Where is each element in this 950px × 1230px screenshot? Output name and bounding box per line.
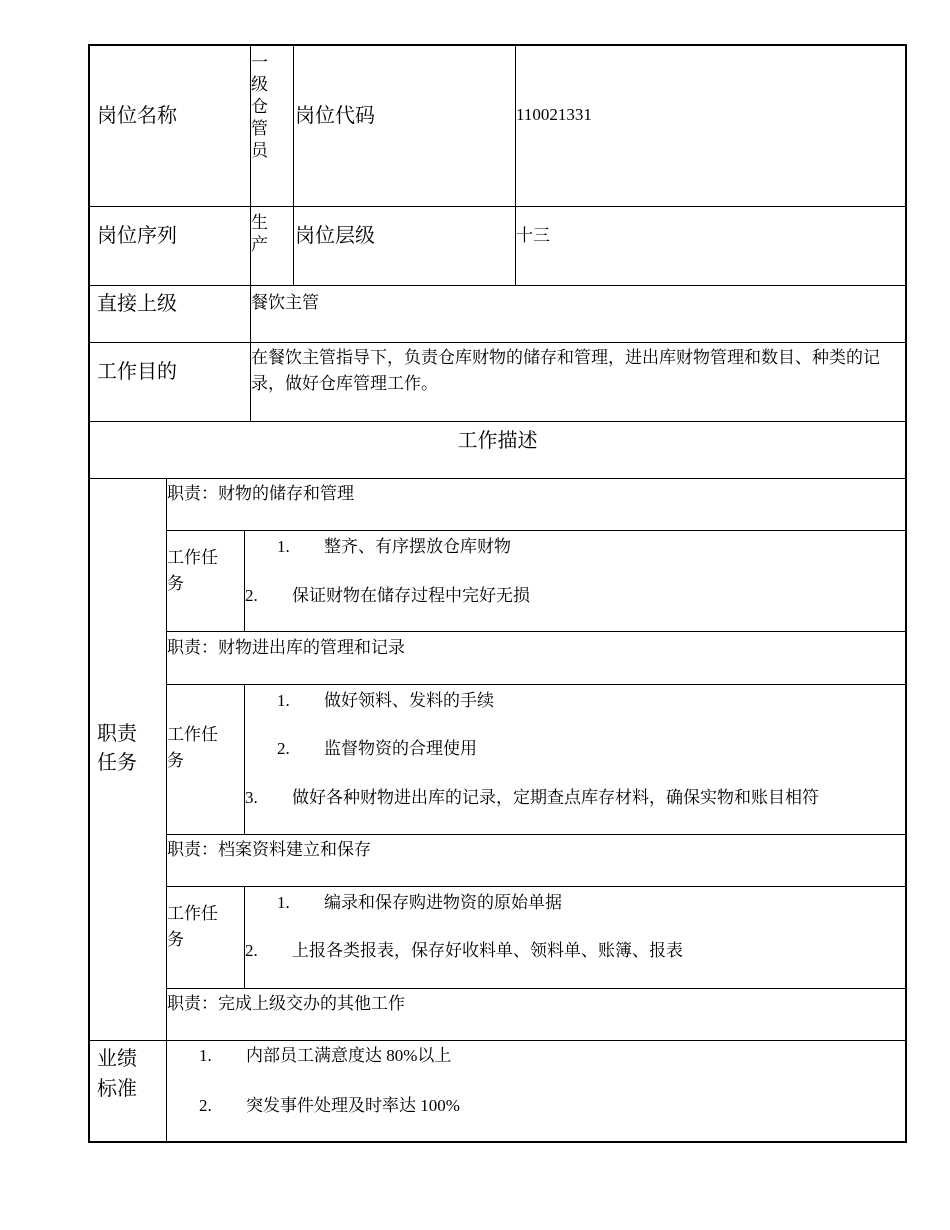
performance-number: 1. [199, 1046, 212, 1065]
post-level-value: 十三 [516, 226, 550, 245]
duty-title: 职责：财物的储存和管理 [167, 484, 354, 503]
purpose-value: 在餐饮主管指导下，负责仓库财物的储存和管理，进出库财物管理和数目、种类的记录，做好仓库管理工作。 [251, 348, 880, 393]
task-number: 2. [277, 739, 290, 758]
table-border-left [88, 44, 90, 1143]
performance-item: 突发事件处理及时率达 100% [246, 1096, 460, 1115]
col-divider [293, 44, 294, 286]
table-border-top [88, 44, 907, 46]
post-code-value: 110021331 [516, 105, 592, 124]
task-label: 工作任务 [167, 904, 218, 949]
task-item: 做好各种财物进出库的记录，定期查点库存材料，确保实物和账目相符 [292, 788, 819, 807]
row-divider [166, 834, 907, 835]
row-divider [88, 421, 907, 422]
post-level-label: 岗位层级 [295, 225, 375, 247]
post-code-label: 岗位代码 [295, 105, 375, 127]
duty-title: 职责：完成上级交办的其他工作 [167, 994, 405, 1013]
row-divider [88, 342, 907, 343]
task-label: 工作任务 [167, 725, 218, 770]
post-series-value: 生产 [251, 213, 268, 254]
purpose-label: 工作目的 [97, 361, 177, 383]
task-item: 做好领料、发料的手续 [324, 691, 494, 710]
description-title: 工作描述 [457, 430, 538, 452]
post-name-value: 一级仓管员 [251, 53, 268, 160]
row-divider [88, 285, 907, 286]
post-name-label: 岗位名称 [97, 105, 177, 127]
post-series-label: 岗位序列 [97, 225, 177, 247]
duty-title: 职责：财物进出库的管理和记录 [167, 638, 405, 657]
row-divider [166, 631, 907, 632]
task-number: 3. [245, 788, 258, 807]
row-divider [166, 530, 907, 531]
row-divider [166, 886, 907, 887]
task-number: 1. [277, 893, 290, 912]
row-divider [166, 988, 907, 989]
row-divider [88, 478, 907, 479]
task-item: 监督物资的合理使用 [324, 739, 477, 758]
task-label: 工作任务 [167, 548, 218, 593]
col-divider [244, 530, 245, 632]
performance-number: 2. [199, 1096, 212, 1115]
performance-label: 业绩标准 [97, 1048, 137, 1100]
task-number: 1. [277, 537, 290, 556]
task-item: 编录和保存购进物资的原始单据 [324, 893, 562, 912]
col-divider [244, 684, 245, 835]
col-divider [515, 44, 516, 286]
performance-item: 内部员工满意度达 80%以上 [246, 1046, 452, 1065]
task-number: 2. [245, 586, 258, 605]
row-divider [88, 206, 907, 207]
duty-title: 职责：档案资料建立和保存 [167, 840, 371, 859]
superior-label: 直接上级 [97, 293, 177, 315]
task-number: 1. [277, 691, 290, 710]
row-divider [166, 684, 907, 685]
task-item: 整齐、有序摆放仓库财物 [324, 537, 511, 556]
duties-label: 职责任务 [97, 723, 137, 774]
table-border-right [905, 44, 907, 1143]
task-item: 上报各类报表，保存好收料单、领料单、账簿、报表 [292, 941, 683, 960]
table-border-bottom [88, 1141, 907, 1143]
task-item: 保证财物在储存过程中完好无损 [292, 586, 530, 605]
task-number: 2. [245, 941, 258, 960]
row-divider [88, 1040, 907, 1041]
superior-value: 餐饮主管 [251, 293, 319, 312]
